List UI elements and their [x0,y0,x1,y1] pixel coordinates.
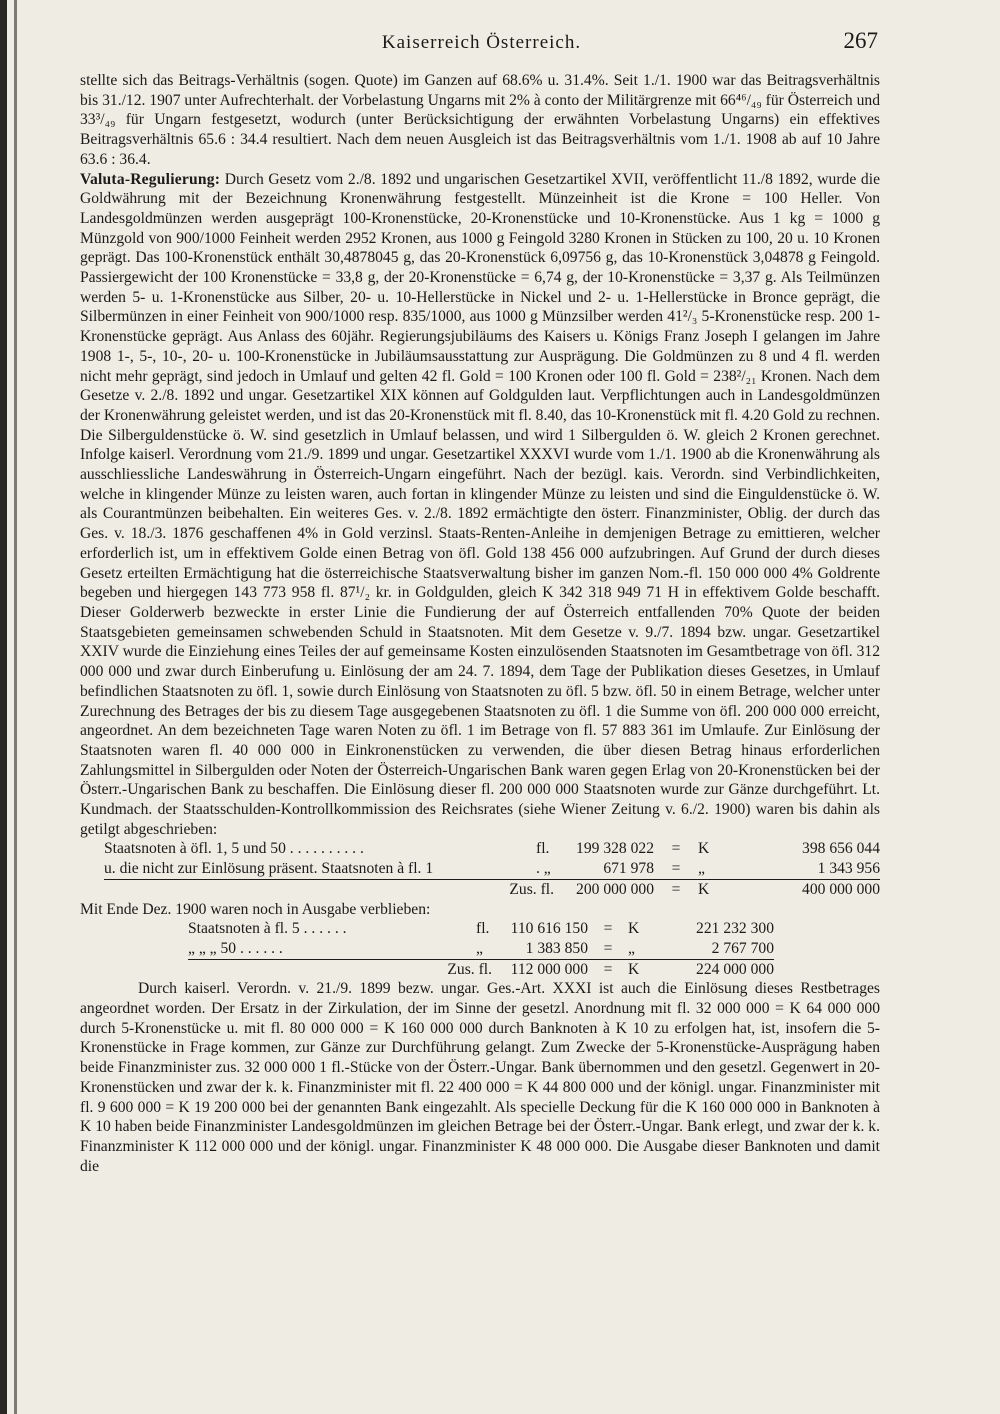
section-heading-valuta-regulierung: Valuta-Regulierung: [80,170,221,188]
paragraph-valuta-body: Durch Gesetz vom 2./8. 1892 und ungarischen Gesetzartikel XVII, veröffentlicht 11./8 1892, wurde die Goldwährung mit der Bezeichnung Kronenwährung festgestellt. Münzeinheit ist die Krone = 100 Heller. Von Landesgoldmünzen werden ausgeprägt 100-Kronenstücke, 20-Kronenstücke und 10-Kronenstücke. Aus 1 kg = 1000 g Münzgold von 900/1000 Feinheit werden 2952 Kronen, aus 1000 g Feingold 3280 Kronen in Stücken zu 100, 20 u. 10 Kronen geprägt. Das 100-Kronenstück enthält 30,4878045 g, das 20-Kronenstück 6,09756 g, das 10-Kronenstück 3,04878 g Feingold. Passiergewicht der 100 Kronenstücke = 33,8 g, der 20-Kronenstücke = 6,74 g, der 10-Kronenstücke = 3,37 g. Als Teilmünzen werden 5- u. 1-Kronenstücke aus Silber, 20- u. 10-Hellerstücke in Nickel und 2- u. 1-Hellerstücke in Bronce geprägt, die Silbermünzen in einer Feinheit von 900/1000 resp. 835/1000, aus 1000 g Münzsilber werden 41²/₃ 5-Kronenstücke resp. 200 1-Kronenstücke geprägt. Aus Anlass des 60jähr. Regierungsjubiläums des Kaisers u. Königs Franz Joseph I gelangen im Jahre 1908 1-, 5-, 10-, 20- u. 100-Kronenstücke in Jubiläumsausstattung zur Ausprägung. Die Goldmünzen zu 8 und 4 fl. werden nicht mehr geprägt, sind jedoch in Umlauf und gelten 42 fl. Gold = 100 Kronen oder 100 fl. Gold = 238²/₂₁ Kronen. Nach dem Gesetze v. 2./8. 1892 und ungar. Gesetzartikel XIX können auf Goldgulden laut. Verpflichtungen auch in Landesgoldmünzen der Kronenwährung geleistet werden, und ist das 20-Kronenstück mit fl. 8.40, das 10-Kronenstück mit fl. 4.20 Gold zu rechnen. Die Silberguldenstücke ö. W. sind gesetzlich in Umlauf belassen, und wird 1 Silbergulden ö. W. gleich 2 Kronen gerechnet. Infolge kaiserl. Verordnung vom 21./9. 1899 und ungar. Gesetzartikel XXXVI wurde vom 1./1. 1900 ab die Kronenwährung als ausschliessliche Landeswährung in Österreich-Ungarn eingeführt. Nach der bezügl. kais. Verordn. sind Verbindlichkeiten, welche in klingender Münze zu leisten waren, auch fortan in klingender Münze zu leisten und sind die Einguldenstücke ö. W. als Courantmünzen beibehalten. Ein weiteres Ges. v. 2./8. 1892 ermächtigte den österr. Finanzminister, Oblig. der durch das Ges. v. 18./3. 1876 geschaffenen 4% in Gold verzinsl. Staats-Renten-Anleihe in demjenigen Betrage zu emittieren, welcher erforderlich ist, um in effektivem Golde einen Betrag von öfl. Gold 138 456 000 aufzubringen. Auf Grund der durch dieses Gesetz erteilten Ermächtigung hat die österreichische Staatsverwaltung bisher im ganzen Nom.-fl. 150 000 000 4% Goldrente begeben und hiergegen 143 773 958 fl. 87¹/₂ kr. in Goldgulden, gleich K 342 318 949 71 H in effektivem Golde beschafft. Dieser Golderwerb bezweckte in erster Linie die Fundierung der auf Österreich entfallenden 70% Quote der beiden Staatsgebieten gemeinsamen schwebenden Schuld in Staatsnoten. Mit dem Gesetze v. 9./7. 1894 bzw. ungar. Gesetzartikel XXIV wurde die Einziehung eines Teiles der auf gemeinsame Kosten einzulösenden Staatsnoten im Gesamtbetrage von öfl. 312 000 000 und zwar durch Einberufung u. Einlösung der am 24. 7. 1894, dem Tage der Publikation dieses Gesetzes, in Umlauf befindlichen Staatsnoten zu öfl. 1, sowie durch Einlösung von Staatsnoten zu öfl. 5 bzw. öfl. 50 in einem Betrage, welcher unter Zurechnung des Betrages der bis zu diesem Tage ausgegebenen Staatsnoten zu öfl. 1 die Summe von öfl. 200 000 000 erreicht, angeordnet. An dem bezeichneten Tage waren Noten zu öfl. 1 im Betrage von fl. 57 883 361 im Umlaufe. Zur Einlösung der Staatsnoten waren fl. 40 000 000 in Einkronenstücken zu verwenden, die über diesen Betrag hinaus erforderlichen Zahlungsmittel in Silbergulden oder Noten der Österreich-Ungarischen Bank waren gegen Erlag von 20-Kronenstücken bei der Österr.-Ungarischen Bank zu beschaffen. Die Einlösung dieser fl. 200 000 000 Staatsnoten wurde zur Gänze durchgeführt. Lt. Kundmach. der Staatsschulden-Kontrollkommission des Reichsrates (siehe Wiener Zeitung v. 6./2. 1900) waren bis dahin als getilgt abgeschrieben: [80,170,880,838]
sum-fl: 200 000 000 [576,880,654,898]
amount-fl: 110 616 150 [510,920,588,938]
page-number: 267 [843,28,878,53]
sum-k: 224 000 000 [696,960,774,978]
sum-k: 400 000 000 [802,880,880,898]
amount-fl: 671 978 [558,859,654,879]
row-label: Staatsnoten à öfl. 1, 5 und 50 . . . . . . . . . . [104,840,364,858]
page-binding-edge [0,0,7,1414]
table-row [104,859,880,879]
amount-k: 221 232 300 [696,920,774,938]
equals-sign: = [603,920,613,938]
table-getilgte-staatsnoten [104,839,880,899]
table-row [188,919,774,939]
row-label: „ „ „ 50 . . . . . . [188,939,476,959]
paragraph-valuta-regulierung [80,170,880,840]
currency-k: K [628,920,640,938]
sum-fl: 112 000 000 [510,960,588,978]
row-label: u. die nicht zur Einlösung präsent. Staatsnoten à fl. 1 [104,859,536,879]
currency-k: K [698,880,710,898]
currency-k: K [698,840,710,858]
body-text [80,71,880,1176]
currency-k: „ [698,859,720,879]
currency-k: K [628,960,640,978]
table-sum-row [188,959,774,979]
amount-fl: 199 328 022 [576,840,654,858]
equals-sign: = [603,960,613,978]
paragraph-ende-dezember: Mit Ende Dez. 1900 waren noch in Ausgabe verblieben: [80,900,431,918]
paragraph-beitragsverhaeltnis: stellte sich das Beitrags-Verhältnis (sogen. Quote) im Ganzen auf 68.6% u. 31.4%. Seit 1./1. 1900 war das Beitragsverhältnis bis 31./12. 1907 unter Aufrechterhalt. der Vorbelastung Ungarns mit 2% à conto der Militärgrenze mit 66⁴⁶/₄₉ für Österreich und 33³/₄₉ für Ungarn festgesetzt, wodurch (unter Berücksichtigung der erwähnten Vorbelastung Ungarns) ein effektives Beitragsverhältnis 65.6 : 34.4 resultiert. Nach dem neuen Ausgleich ist das Beitragsverhältnis vom 1./1. 1908 ab auf 10 Jahre 63.6 : 36.4. [80,72,880,168]
table-sum-row [104,879,880,899]
amount-k: 398 656 044 [802,840,880,858]
currency-k: „ [628,939,648,959]
paragraph-restbetrag: Durch kaiserl. Verordn. v. 21./9. 1899 bezw. ungar. Ges.-Art. XXXI ist auch die Einlösung dieses Restbetrages angeordnet worden. Der Ersatz in der Zirkulation, der im Sinne der gesetzl. Anordnung mit fl. 32 000 000 = K 64 000 000 durch 5-Kronenstücke u. mit fl. 80 000 000 = K 160 000 000 durch Banknoten à K 10 zu erfolgen hat, ist, insofern die 5-Kronenstücke in Frage kommen, zur Gänze zur Durchführung gelangt. Zum Zwecke der 5-Kronenstücke-Ausprägung haben beide Finanzminister zus. 32 000 000 1 fl.-Stücke von der Österr.-Ungar. Bank übernommen und den gesetzl. Gegenwert in 20-Kronenstücken und zwar der k. k. Finanzminister mit fl. 22 400 000 = K 44 800 000 und der königl. ungar. Finanzminister mit fl. 9 600 000 = K 19 200 000 bei der genannten Bank eingezahlt. Als specielle Deckung für die K 160 000 000 in Banknoten à K 10 haben beide Finanzminister Landesgoldmünzen im gleichen Betrage bei der Österr.-Ungar. Bank erlegt, und zwar der k. k. Finanzminister K 112 000 000 und der königl. ungar. Finanzminister K 48 000 000. Die Ausgabe dieser Banknoten und damit die [80,980,880,1175]
sum-label: Zus. fl. [509,880,554,898]
currency: „ [476,939,496,959]
equals-sign: = [671,840,681,858]
table-row [188,939,774,959]
equals-sign: = [671,880,681,898]
running-title: Kaiserreich Österreich. [381,32,582,53]
row-label: Staatsnoten à fl. 5 . . . . . . [188,920,347,938]
amount-k: 1 343 956 [720,859,880,879]
table-verbliebene-staatsnoten [188,919,774,979]
currency: fl. [536,840,550,858]
page-binding-line [14,0,17,1414]
table-row [104,839,880,859]
equals-sign: = [588,939,628,959]
currency: . „ [536,859,558,879]
equals-sign: = [654,859,698,879]
page-header [85,28,878,58]
amount-k: 2 767 700 [648,939,774,959]
sum-label: Zus. fl. [447,960,492,978]
amount-fl: 1 383 850 [496,939,588,959]
currency: fl. [476,920,490,938]
